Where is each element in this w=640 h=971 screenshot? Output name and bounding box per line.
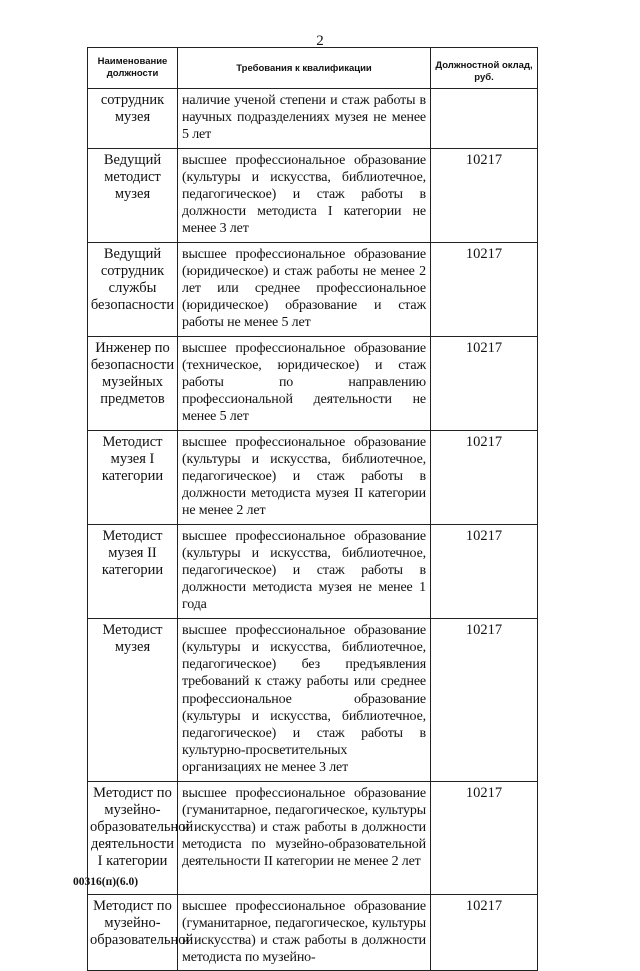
requirements-cell: наличие ученой степени и стаж работы в научных подразделениях музея не менее 5 лет xyxy=(178,89,431,149)
requirements-cell: высшее профессиональное образование (гуманитарное, педагогическое, культуры и искусства) и стаж работы в должности методиста по музейно-образовательной деятельности II категории не менее 2 лет xyxy=(178,781,431,894)
salary-cell: 10217 xyxy=(431,781,538,894)
header-position: Наименование должности xyxy=(88,48,178,89)
requirements-cell: высшее профессиональное образование (культуры и искусства, библиотечное, педагогическое) и стаж работы в должности методиста музея не менее 1 года xyxy=(178,524,431,618)
salary-cell: 10217 xyxy=(431,524,538,618)
header-salary: Должностной оклад, руб. xyxy=(431,48,538,89)
header-requirements: Требования к квалификации xyxy=(178,48,431,89)
document-code: 00316(п)(6.0) xyxy=(73,876,139,888)
page-number: 2 xyxy=(316,33,324,49)
qualification-table xyxy=(87,47,538,971)
table-row xyxy=(88,618,538,781)
position-cell: Инженер по безопасности музейных предметов xyxy=(88,336,178,430)
position-cell: Ведущий сотрудник службы безопасности xyxy=(88,242,178,336)
position-cell: Ведущий методист музея xyxy=(88,148,178,242)
table-row xyxy=(88,336,538,430)
requirements-cell: высшее профессиональное образование (техническое, юридическое) и стаж работы по направлению профессиональной деятельности не менее 5 лет xyxy=(178,336,431,430)
salary-cell: 10217 xyxy=(431,148,538,242)
salary-cell: 10217 xyxy=(431,336,538,430)
table-row xyxy=(88,781,538,894)
table-row xyxy=(88,242,538,336)
table-row xyxy=(88,524,538,618)
position-cell: сотрудник музея xyxy=(88,89,178,149)
table-row xyxy=(88,894,538,971)
requirements-cell: высшее профессиональное образование (культуры и искусства, библиотечное, педагогическое) и стаж работы в должности методиста музея II категории не менее 2 лет xyxy=(178,430,431,524)
table-header-row xyxy=(88,48,538,89)
table-row xyxy=(88,430,538,524)
salary-cell: 10217 xyxy=(431,618,538,781)
position-cell: Методист по музейно-образовательной xyxy=(88,894,178,971)
salary-cell: 10217 xyxy=(431,430,538,524)
position-cell: Методист музея xyxy=(88,618,178,781)
table-row xyxy=(88,89,538,149)
salary-cell xyxy=(431,89,538,149)
requirements-cell: высшее профессиональное образование (юридическое) и стаж работы не менее 2 лет или среднее профессиональное (юридическое) образование и стаж работы не менее 5 лет xyxy=(178,242,431,336)
salary-cell: 10217 xyxy=(431,894,538,971)
position-cell: Методист по музейно-образовательной деятельности I категории xyxy=(88,781,178,894)
table-row xyxy=(88,148,538,242)
position-cell: Методист музея I категории xyxy=(88,430,178,524)
position-cell: Методист музея II категории xyxy=(88,524,178,618)
requirements-cell: высшее профессиональное образование (гуманитарное, педагогическое, культуры и искусства) и стаж работы в должности методиста по музейно- xyxy=(178,894,431,971)
requirements-cell: высшее профессиональное образование (культуры и искусства, библиотечное, педагогическое) и стаж работы в должности методиста I категории не менее 3 лет xyxy=(178,148,431,242)
requirements-cell: высшее профессиональное образование (культуры и искусства, библиотечное, педагогическое) без предъявления требований к стажу работы или среднее профессиональное образование (культуры и искусства, библиотечное, педагогическое) и стаж работы в культурно-просветительных организациях не менее 3 лет xyxy=(178,618,431,781)
salary-cell: 10217 xyxy=(431,242,538,336)
